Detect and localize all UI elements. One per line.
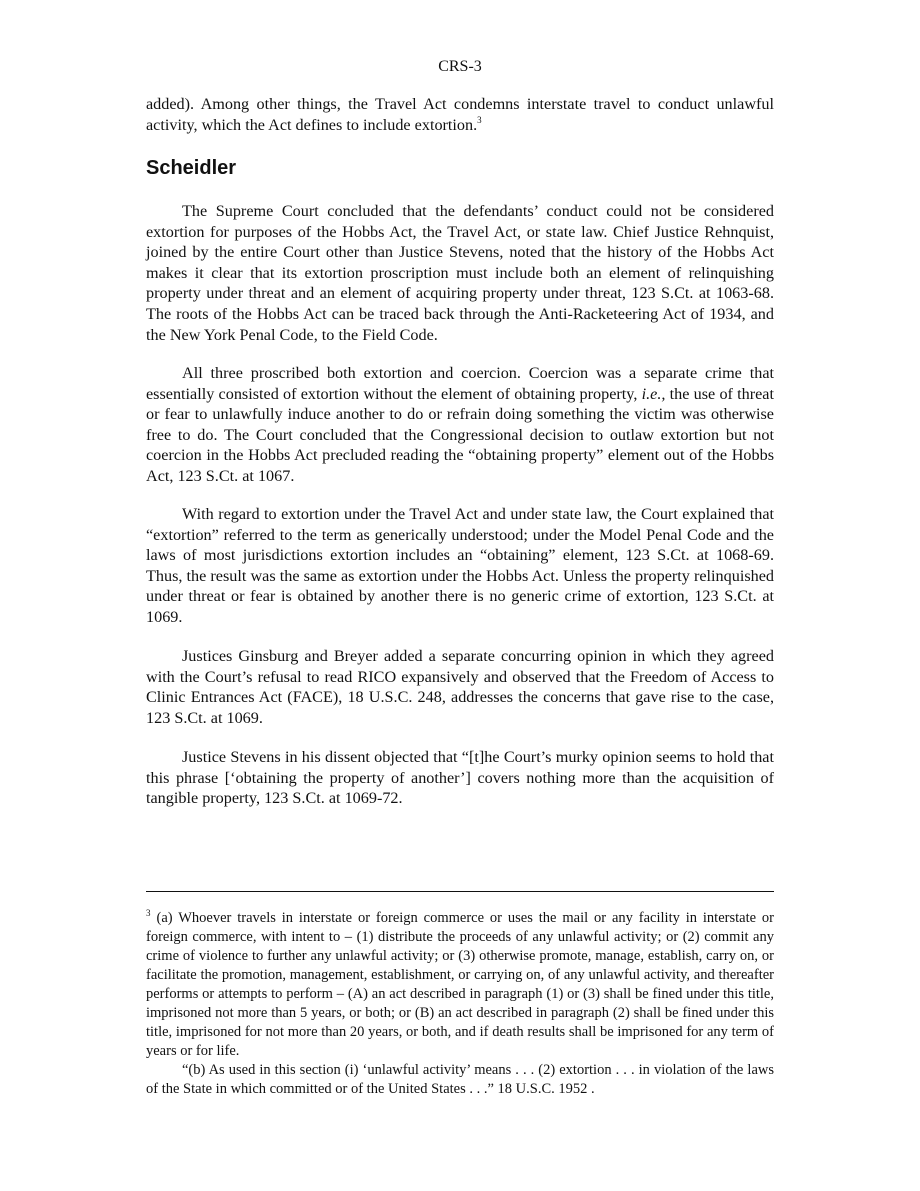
continuation-text: added). Among other things, the Travel Act condemns interstate travel to conduct unlawful activity, which the Act defines to include extortion.	[146, 95, 774, 134]
section-heading: Scheidler	[146, 157, 237, 179]
paragraph-extortion-coercion	[146, 363, 774, 487]
paragraph-text-part: All three proscribed both extortion and coercion. Coercion was a separate crime that essentially consisted of extortion without the element of obtaining property,	[146, 364, 774, 403]
footnote-part-a	[146, 909, 774, 1061]
footnote-text-a: (a) Whoever travels in interstate or foreign commerce or uses the mail or any facility in interstate or foreign commerce, with intent to – (1) distribute the proceeds of any unlawful activity; or (2) commit any crime of violence to further any unlawful activity; or (3) otherwise promote, manage, establish, carry on, or facilitate the promotion, management, establishment, or carrying on, of any unlawful activity, and thereafter performs or attempts to perform – (A) an act described in paragraph (1) or (3) shall be fined under this title, imprisoned not more than 5 years, or both; or (B) an act described in paragraph (2) shall be fined under this title, imprisoned for not more than 20 years, or both, and if death results shall be imprisoned for any term of years or for life.	[146, 910, 774, 1059]
continuation-paragraph	[146, 94, 774, 135]
paragraph-text-part: the use of threat or fear to unlawfully induce another to do or refrain doing something the victim was otherwise free to do. The Court concluded that the Congressional decision to outlaw extortion but not coercion in the Hobbs Act precluded reading the “obtaining property” element out of the Hobbs Act, 123 S.Ct. at 1067.	[146, 384, 774, 485]
footnote-number: 3	[146, 908, 151, 918]
footnote	[146, 909, 774, 1099]
page-header: CRS-3	[438, 58, 482, 75]
footnote-part-b: “(b) As used in this section (i) ‘unlawful activity’ means . . . (2) extortion . . . in violation of the laws of the State in which committed or of the United States . . .” 18 U.S.C. 1952 .	[146, 1062, 774, 1097]
italic-abbreviation: i.e.,	[641, 384, 666, 403]
paragraph-dissent: Justice Stevens in his dissent objected that “[t]he Court’s murky opinion seems to hold that this phrase [‘obtaining the property of another’] covers nothing more than the acquisition of tangible property, 123 S.Ct. at 1069-72.	[146, 748, 774, 808]
footnote-reference[interactable]: 3	[477, 114, 482, 125]
paragraph-travel-act-state-law: With regard to extortion under the Travel Act and under state law, the Court explained that “extortion” referred to the term as generically understood; under the Model Penal Code and the laws of most jurisdictions extortion includes an “obtaining” element, 123 S.Ct. at 1068-69. Thus, the result was the same as extortion under the Hobbs Act. Unless the property relinquished under threat or fear is obtained by another there is no generic crime of extortion, 123 S.Ct. at 1069.	[146, 505, 774, 626]
paragraph-supreme-court-conclusion: The Supreme Court concluded that the defendants’ conduct could not be considered extortion for purposes of the Hobbs Act, the Travel Act, or state law. Chief Justice Rehnquist, joined by the entire Court other than Justice Stevens, noted that the history of the Hobbs Act makes it clear that its extortion proscription must include both an element of relinquishing property under threat and an element of acquiring property under threat, 123 S.Ct. at 1063-68. The roots of the Hobbs Act can be traced back through the Anti-Racketeering Act of 1934, and the New York Penal Code, to the Field Code.	[146, 202, 774, 344]
footnote-divider	[146, 891, 774, 892]
paragraph-concurring-opinion: Justices Ginsburg and Breyer added a separate concurring opinion in which they agreed with the Court’s refusal to read RICO expansively and observed that the Freedom of Access to Clinic Entrances Act (FACE), 18 U.S.C. 248, addresses the concerns that gave rise to the case, 123 S.Ct. at 1069.	[146, 647, 774, 727]
